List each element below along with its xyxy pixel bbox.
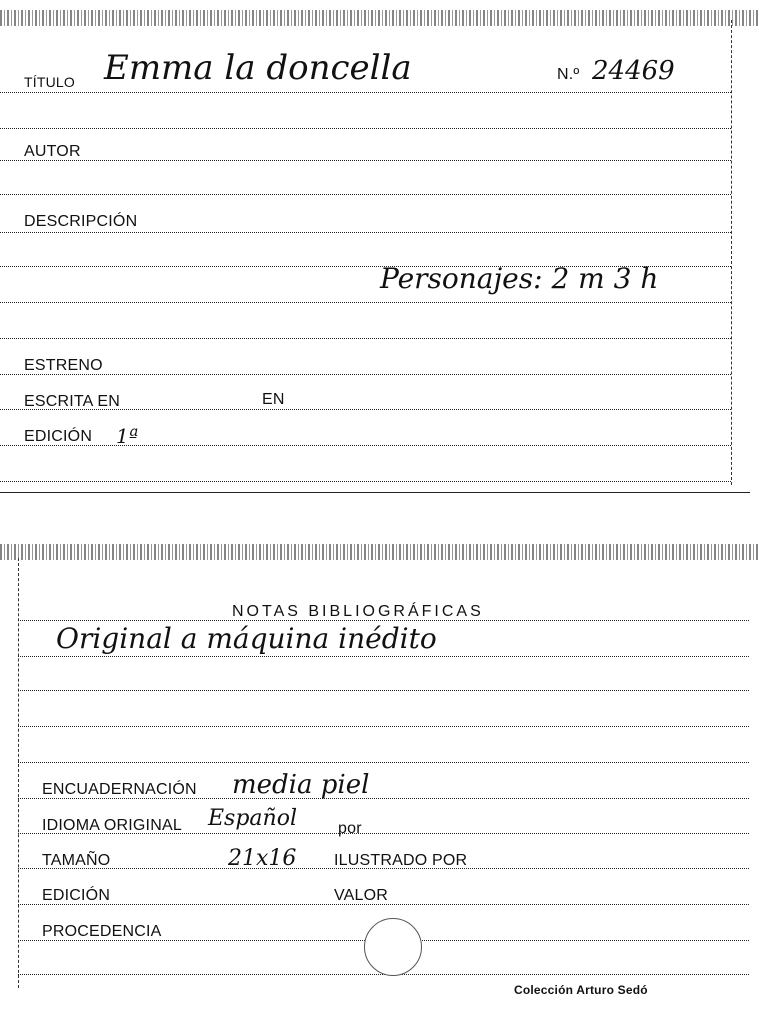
card-border-right (731, 20, 732, 485)
torn-edge-top (0, 544, 759, 560)
valor-label: VALOR (334, 887, 389, 904)
card-bottom-edge (0, 492, 750, 493)
en-label: EN (262, 391, 285, 408)
procedencia-label: PROCEDENCIA (42, 923, 162, 940)
idioma-label: IDIOMA ORIGINAL (42, 817, 182, 834)
rule-line (18, 690, 749, 691)
estreno-label: ESTRENO (24, 357, 103, 374)
edicion-label-2: EDICIÓN (42, 887, 111, 904)
rule-line (18, 726, 749, 727)
escrita-en-label: ESCRITA EN (24, 393, 120, 410)
card-border-left (18, 558, 19, 988)
rule-line (0, 338, 731, 339)
coleccion-footer: Colección Arturo Sedó (514, 983, 648, 997)
encuadernacion-value: media piel (232, 770, 370, 800)
numero-value: 24469 (592, 56, 675, 86)
catalog-card-top (0, 0, 759, 495)
rule-line (0, 374, 731, 375)
ilustrado-label: ILUSTRADO POR (334, 852, 468, 869)
rule-line (18, 762, 749, 763)
tamano-label: TAMAÑO (42, 852, 111, 869)
rule-line (0, 232, 731, 233)
personajes-value: Personajes: 2 m 3 h (380, 262, 659, 295)
por-label: por (338, 820, 362, 837)
notas-value: Original a máquina inédito (56, 622, 437, 655)
autor-label: AUTOR (24, 143, 81, 160)
descripcion-label: DESCRIPCIÓN (24, 213, 138, 230)
encuadernacion-label: ENCUADERNACIÓN (42, 781, 197, 798)
rule-line (0, 160, 731, 161)
rule-line (0, 92, 731, 93)
edicion-value: 1ª (116, 424, 139, 448)
catalog-card-bottom (0, 540, 759, 1020)
idioma-value: Español (208, 806, 297, 831)
rule-line (0, 481, 731, 482)
rule-line (18, 656, 749, 657)
rule-line (0, 128, 731, 129)
titulo-value: Emma la doncella (104, 48, 412, 88)
notas-heading: NOTAS BIBLIOGRÁFICAS (232, 603, 484, 620)
punch-hole (364, 918, 422, 976)
rule-line (0, 445, 731, 446)
rule-line (0, 194, 731, 195)
rule-line (0, 302, 731, 303)
edicion-label: EDICIÓN (24, 428, 93, 445)
tamano-value: 21x16 (228, 846, 297, 871)
titulo-label: TÍTULO (24, 74, 75, 90)
numero-label: N.º (557, 66, 580, 83)
torn-edge-top (0, 10, 759, 26)
